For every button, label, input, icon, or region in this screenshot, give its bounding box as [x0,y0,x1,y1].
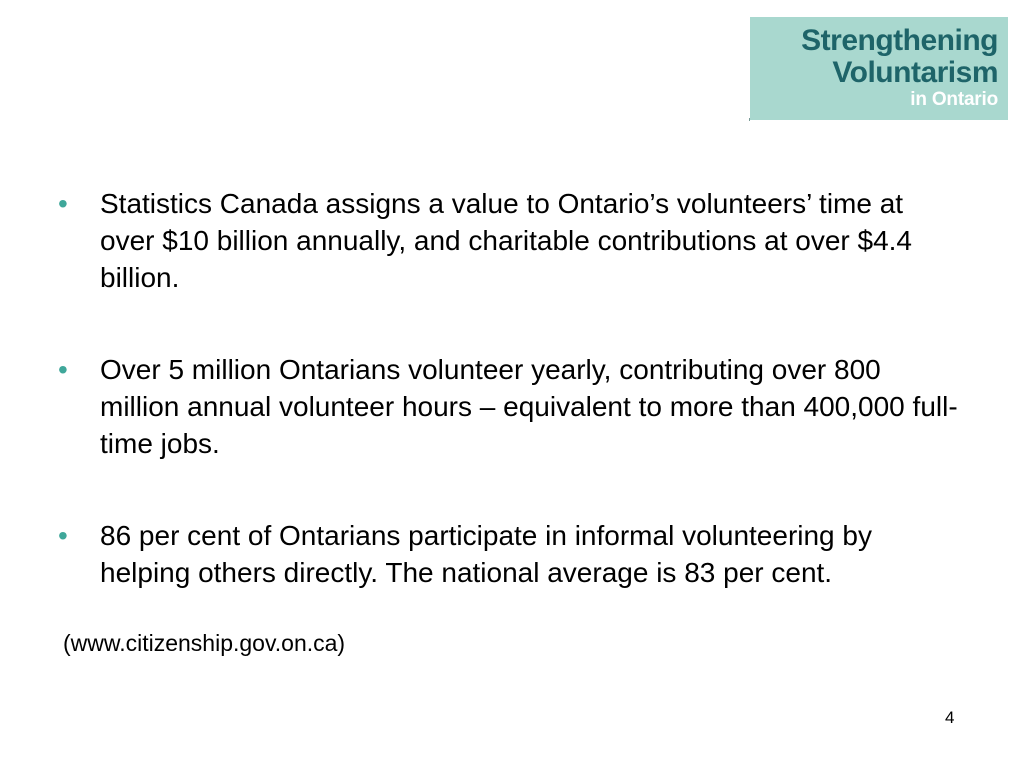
bullet-text: Over 5 million Ontarians volunteer yearly, contributing over 800 million annual volunteer hours – equivalent to more than 400,000 full-time jobs. [100,354,958,459]
bullet-icon: • [58,354,68,385]
logo-line-strengthening: Strengthening [801,24,998,57]
bullet-icon: • [58,520,68,551]
bullet-item-informal-volunteering [58,517,958,591]
page-number: 4 [945,708,955,727]
logo-corner-mark [749,118,750,121]
bullet-item-statistics-canada [58,185,958,296]
strengthening-voluntarism-logo [750,17,1008,120]
logo-line-in-ontario: in Ontario [910,89,998,110]
bullet-list [58,185,958,591]
bullet-item-volunteer-hours [58,351,958,462]
bullet-icon: • [58,188,68,219]
source-citation: (www.citizenship.gov.on.ca) [63,630,346,656]
logo-line-voluntarism: Voluntarism [832,56,998,89]
bullet-text: Statistics Canada assigns a value to Ontario’s volunteers’ time at over $10 billion annually, and charitable contributions at over $4.4 billion. [100,188,912,293]
bullet-text: 86 per cent of Ontarians participate in informal volunteering by helping others directly. The national average is 83 per cent. [100,520,872,588]
